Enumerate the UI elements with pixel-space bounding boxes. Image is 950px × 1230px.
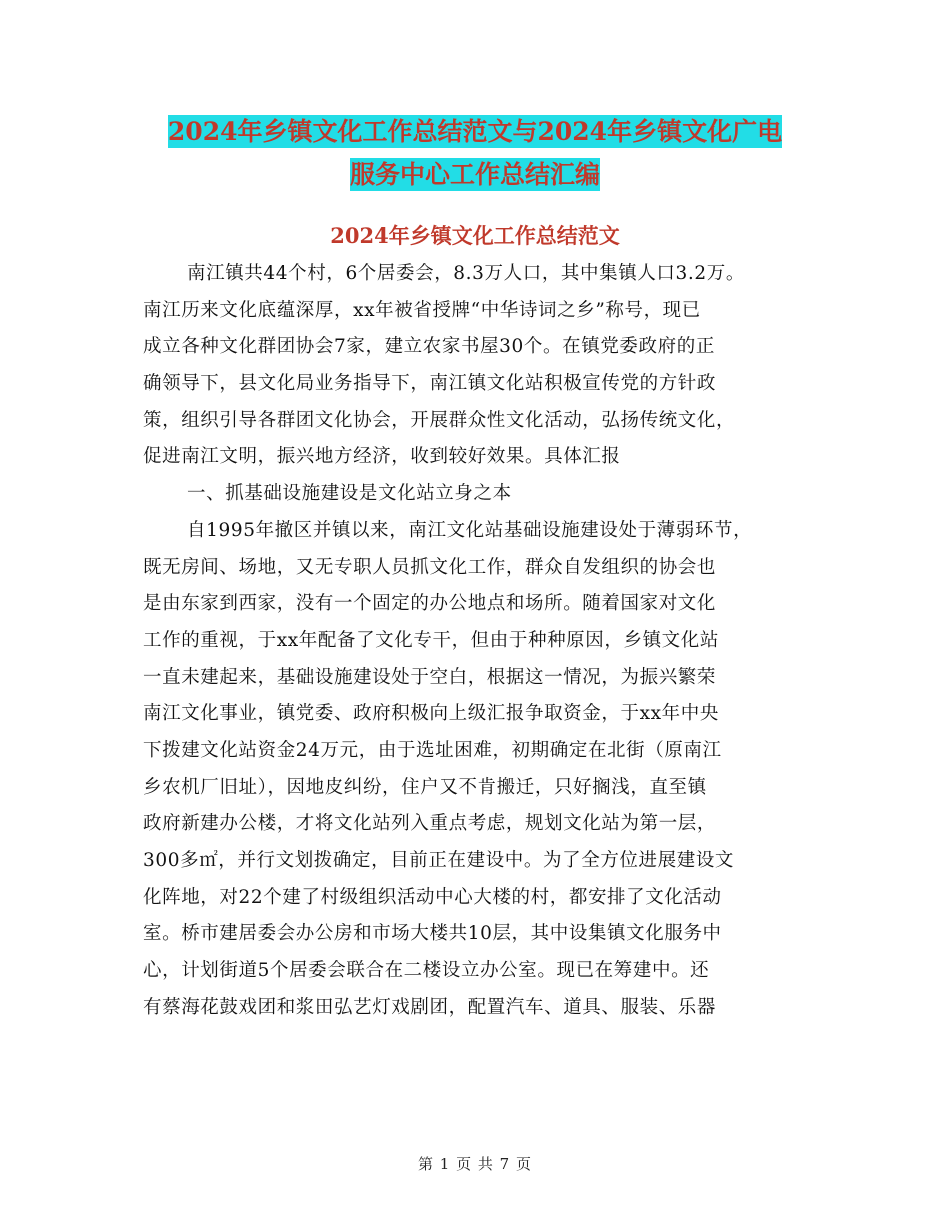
body-text [143, 256, 843, 1026]
body-line: 乡农机厂旧址），因地皮纠纷，住户又不肯搬迁，只好搁浅，直至镇 [143, 776, 707, 798]
body-line: 政府新建办公楼，才将文化站列入重点考虑，规划文化站为第一层， [143, 813, 717, 835]
body-line: 化阵地，对22个建了村级组织活动中心大楼的村，都安排了文化活动 [143, 886, 722, 908]
document-title-line-2 [0, 155, 950, 195]
document-title-line-1 [0, 112, 950, 152]
section-heading: 一、抓基础设施建设是文化站立身之本 [187, 483, 512, 505]
body-line: 确领导下，县文化局业务指导下，南江镇文化站积极宣传党的方针政 [143, 373, 717, 395]
document-title-text-1: 2024年乡镇文化工作总结范文与2024年乡镇文化广电 [167, 117, 783, 146]
body-line: 是由东家到西家，没有一个固定的办公地点和场所。随着国家对文化 [143, 593, 717, 615]
body-line: 300多㎡，并行文划拨确定，目前正在建设中。为了全方位进展建设文 [143, 850, 735, 871]
body-line: 促进南江文明，振兴地方经济，收到较好效果。具体汇报 [143, 446, 621, 468]
section-title: 2024年乡镇文化工作总结范文 [330, 223, 620, 248]
page-number-footer: 第 1 页 共 7 页 [418, 1155, 532, 1173]
document-title-text-2: 服务中心工作总结汇编 [349, 160, 600, 189]
body-line: 心，计划街道5个居委会联合在二楼设立办公室。现已在筹建中。还 [143, 960, 710, 982]
body-line: 室。桥市建居委会办公房和市场大楼共10层，其中设集镇文化服务中 [143, 923, 722, 945]
body-line: 下拨建文化站资金24万元，由于选址困难，初期确定在北街（原南江 [143, 739, 722, 761]
body-line: 南江文化事业，镇党委、政府积极向上级汇报争取资金，于xx年中央 [143, 703, 719, 725]
body-line: 策，组织引导各群团文化协会，开展群众性文化活动，弘扬传统文化， [143, 409, 736, 431]
body-line: 成立各种文化群团协会7家，建立农家书屋30个。在镇党委政府的正 [143, 336, 715, 358]
body-line: 南江历来文化底蕴深厚，xx年被省授牌“中华诗词之乡”称号，现已 [143, 299, 701, 321]
body-line: 一直未建起来，基础设施建设处于空白，根据这一情况，为振兴繁荣 [143, 666, 717, 688]
body-line: 既无房间、场地，又无专职人员抓文化工作，群众自发组织的协会也 [143, 556, 717, 578]
body-line: 工作的重视，于xx年配备了文化专干，但由于种种原因，乡镇文化站 [143, 629, 719, 651]
body-line: 有蔡海花鼓戏团和浆田弘艺灯戏剧团，配置汽车、道具、服装、乐器 [143, 996, 717, 1018]
body-line: 自1995年撤区并镇以来，南江文化站基础设施建设处于薄弱环节， [187, 519, 753, 541]
body-line: 南江镇共44个村，6个居委会，8.3万人口，其中集镇人口3.2万。 [187, 263, 745, 284]
